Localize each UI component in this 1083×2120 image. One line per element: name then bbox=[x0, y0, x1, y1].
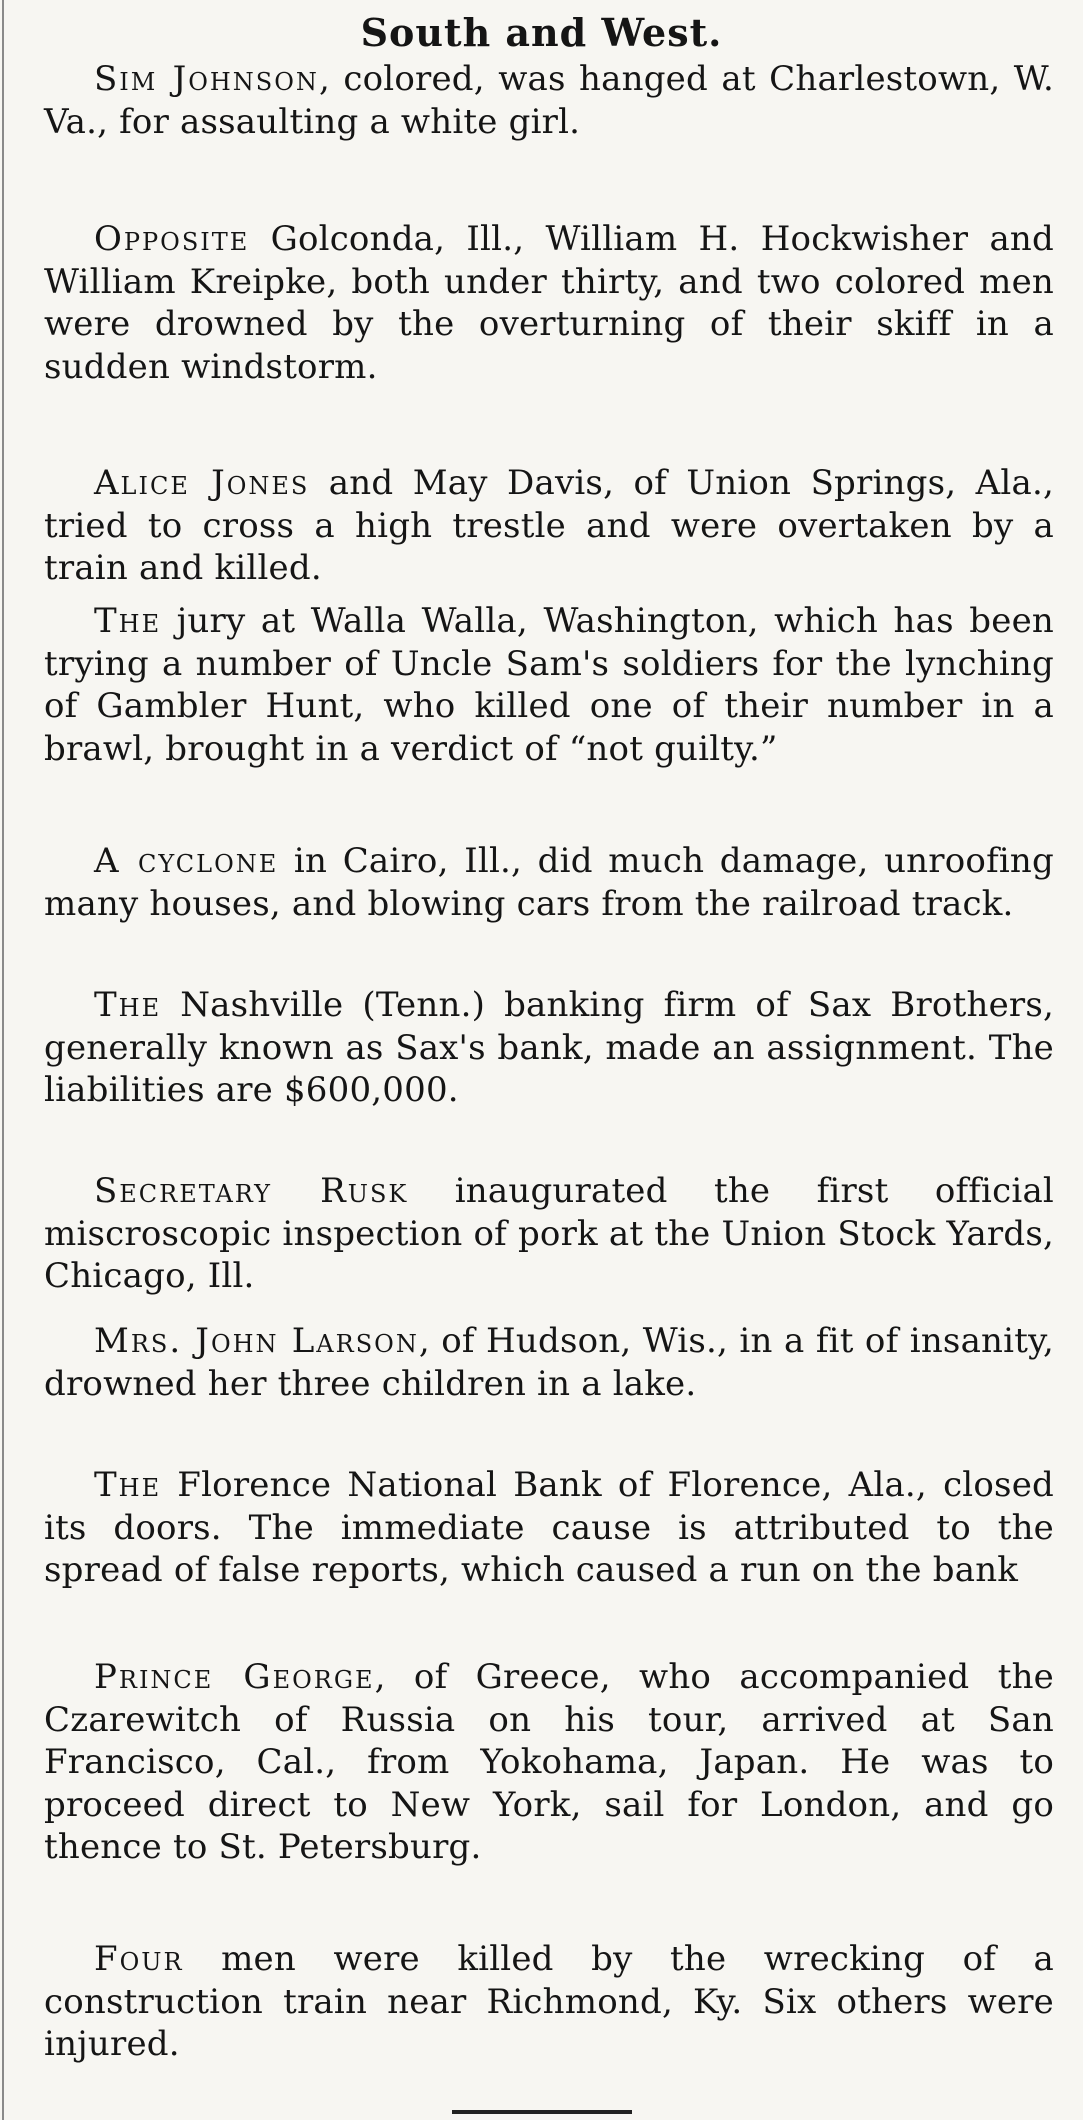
item-text: inaugurated the first official miscroscopic inspection of pork at the Union Stock Yards, Chicago, Ill. bbox=[44, 1171, 1054, 1296]
item-lead: The bbox=[94, 1465, 162, 1505]
item-text: Florence National Bank of Florence, Ala., closed its doors. The immediate cause is attributed to the spread of false reports, which caused a run on the bank bbox=[44, 1465, 1054, 1590]
news-item-7 bbox=[44, 1170, 1054, 1298]
item-lead: Secretary Rusk bbox=[94, 1171, 409, 1211]
item-text: , of Hudson, Wis., in a fit of insanity, drowned her three children in a lake. bbox=[44, 1321, 1054, 1404]
item-text: in Cairo, Ill., did much damage, unroofing many houses, and blowing cars from the railroad track. bbox=[44, 841, 1054, 924]
item-text: , colored, was hanged at Charlestown, W. Va., for assaulting a white girl. bbox=[44, 59, 1054, 142]
news-item-6 bbox=[44, 984, 1054, 1112]
news-item-4 bbox=[44, 600, 1054, 770]
news-item-8 bbox=[44, 1320, 1054, 1405]
news-item-11 bbox=[44, 1938, 1054, 2066]
item-lead: The bbox=[94, 985, 162, 1025]
item-text: Golconda, Ill., William H. Hockwisher and William Kreipke, both under thirty, and two colored men were drowned by the overturning of their skiff in a sudden windstorm. bbox=[44, 219, 1054, 387]
item-lead: Alice Jones bbox=[94, 463, 310, 503]
item-lead: Four bbox=[94, 1939, 184, 1979]
item-text: and May Davis, of Union Springs, Ala., tried to cross a high trestle and were overtaken by a train and killed. bbox=[44, 463, 1054, 588]
item-lead: Prince George bbox=[94, 1657, 375, 1697]
item-lead: A cyclone bbox=[94, 841, 279, 881]
news-item-3 bbox=[44, 462, 1054, 590]
item-lead: Opposite bbox=[94, 219, 250, 259]
section-end-rule bbox=[452, 2110, 632, 2114]
column-edge-line bbox=[2, 0, 4, 2120]
news-item-9 bbox=[44, 1464, 1054, 1592]
item-text: , of Greece, who accompanied the Czarewitch of Russia on his tour, arrived at San Francisco, Cal., from Yokohama, Japan. He was to proceed direct to New York, sail for London, and go thence to St. Petersburg. bbox=[44, 1657, 1054, 1867]
item-lead: Mrs. John Larson bbox=[94, 1321, 419, 1361]
item-text: men were killed by the wrecking of a construction train near Richmond, Ky. Six others were injured. bbox=[44, 1939, 1054, 2064]
item-lead: The bbox=[94, 601, 162, 641]
news-item-5 bbox=[44, 840, 1054, 925]
item-text: jury at Walla Walla, Washington, which has been trying a number of Uncle Sam's soldiers for the lynching of Gambler Hunt, who killed one of their number in a brawl, brought in a verdict of “not guilty.” bbox=[44, 601, 1054, 769]
item-text: Nashville (Tenn.) banking firm of Sax Brothers, generally known as Sax's bank, made an assignment. The liabilities are $600,000. bbox=[44, 985, 1054, 1110]
news-item-2 bbox=[44, 218, 1054, 388]
news-item-10 bbox=[44, 1656, 1054, 1869]
section-headline: South and West. bbox=[360, 10, 723, 55]
item-lead: Sim Johnson bbox=[94, 59, 319, 99]
news-item-1 bbox=[44, 58, 1054, 143]
